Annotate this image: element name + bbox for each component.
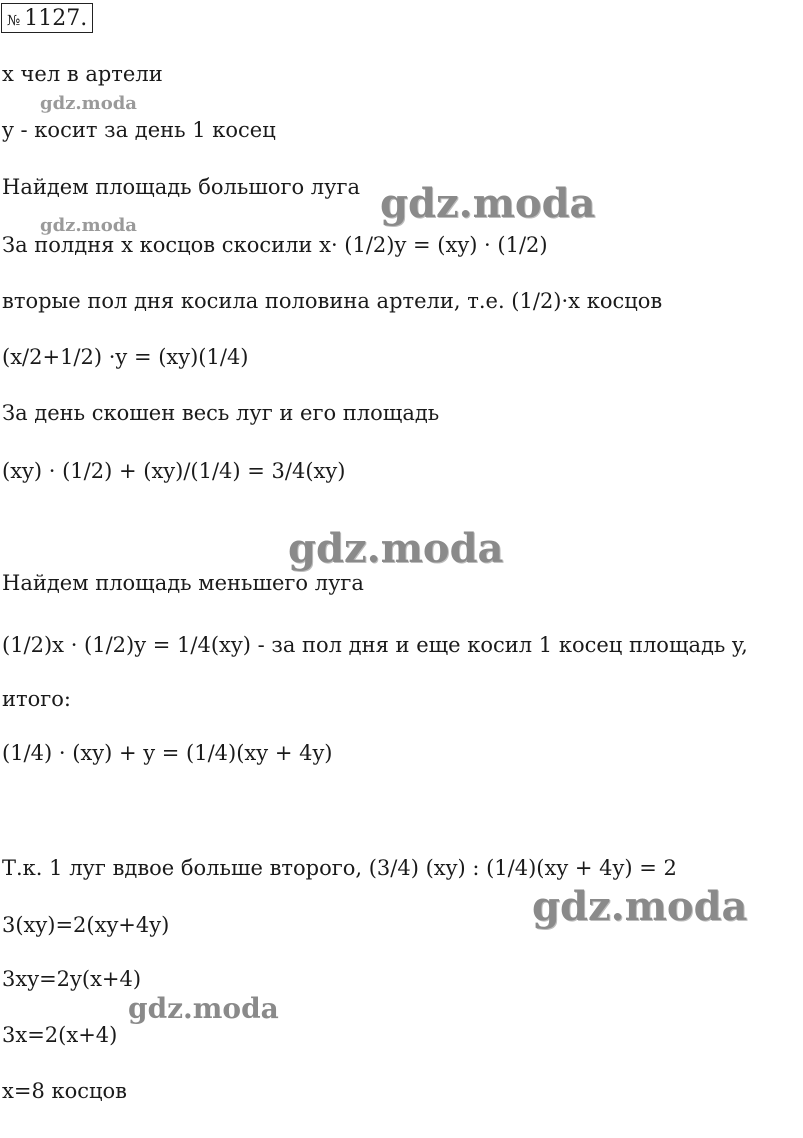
watermark: gdz.moda [40,93,137,114]
number-sign: № [7,13,21,29]
watermark: gdz.moda [40,215,137,236]
solution-line: За полдня x косцов скосили x· (1/2)y = (xy) · (1/2) [2,233,548,257]
watermark: gdz.moda [288,525,504,572]
problem-number-box [1,3,93,33]
solution-line: 3(xy)=2(xy+4y) [2,913,170,937]
solution-line: итого: [2,687,71,711]
solution-line: (xy) · (1/2) + (xy)/(1/4) = 3/4(xy) [2,459,346,483]
watermark: gdz.moda [128,992,279,1025]
solution-line: (1/2)x · (1/2)y = 1/4(xy) - за пол дня и еще косил 1 косец площадь y, [2,633,748,657]
solution-line: вторые пол дня косила половина артели, т.е. (1/2)·x косцов [2,289,663,313]
solution-line: (x/2+1/2) ·y = (xy)(1/4) [2,345,249,369]
solution-line: x чел в артели [2,62,163,86]
problem-number: 1127. [24,6,88,31]
solution-line: 3x=2(x+4) [2,1023,118,1047]
solution-line: Найдем площадь меньшего луга [2,571,364,595]
solution-line: (1/4) · (xy) + y = (1/4)(xy + 4y) [2,741,333,765]
solution-line: Найдем площадь большого луга [2,175,361,199]
solution-line: Т.к. 1 луг вдвое больше второго, (3/4) (xy) : (1/4)(xy + 4y) = 2 [2,856,677,880]
solution-line: 3xy=2y(x+4) [2,967,142,991]
watermark: gdz.moda [532,883,748,930]
watermark: gdz.moda [380,180,596,227]
solution-line: За день скошен весь луг и его площадь [2,401,440,425]
solution-line: y - косит за день 1 косец [2,118,276,142]
solution-line: x=8 косцов [2,1079,127,1103]
